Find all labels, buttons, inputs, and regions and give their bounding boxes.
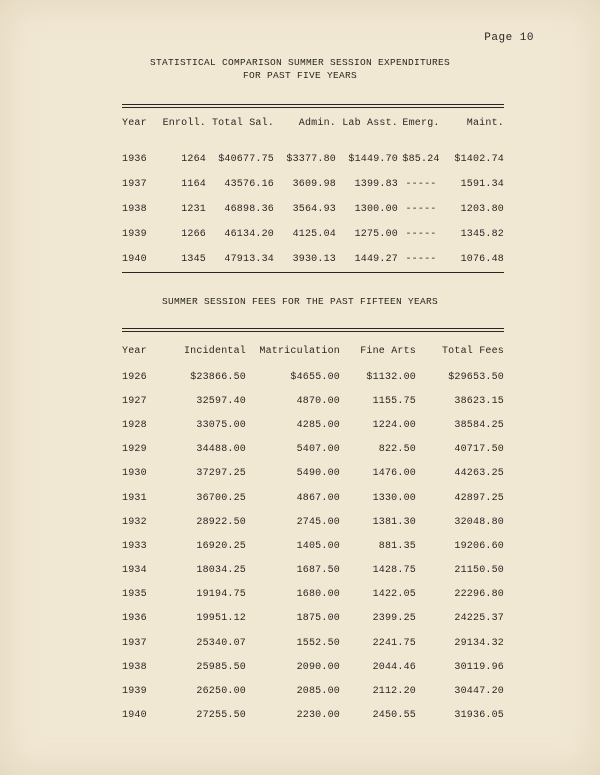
expenditures-top-rule bbox=[122, 104, 504, 105]
fees-cell: 33075.00 bbox=[196, 419, 246, 431]
expenditures-col-header: Emerg. bbox=[402, 117, 440, 129]
page-number: Page 10 bbox=[484, 32, 534, 44]
fees-cell: 1940 bbox=[122, 710, 147, 722]
title-line-2: FOR PAST FIVE YEARS bbox=[242, 70, 358, 81]
expenditures-cell: 1449.27 bbox=[354, 254, 398, 265]
fees-cell: 5490.00 bbox=[296, 468, 340, 480]
fees-cell: 1155.75 bbox=[372, 395, 416, 407]
fees-row bbox=[122, 438, 504, 462]
fees-cell: 21150.50 bbox=[454, 565, 504, 577]
fees-cell: 1381.30 bbox=[372, 516, 416, 528]
expenditures-cell: 1203.80 bbox=[460, 204, 504, 215]
fees-cell: 2241.75 bbox=[372, 637, 416, 649]
fees-cell: 1938 bbox=[122, 661, 147, 673]
fees-cell: 2230.00 bbox=[296, 710, 340, 722]
document-title bbox=[0, 56, 600, 82]
fees-row bbox=[122, 462, 504, 486]
expenditures-cell: 1936 bbox=[122, 154, 147, 165]
expenditures-cell: 3564.93 bbox=[292, 204, 336, 215]
expenditures-col-header: Enroll. bbox=[162, 117, 206, 129]
fees-cell: 38623.15 bbox=[454, 395, 504, 407]
expenditures-cell: $1449.70 bbox=[348, 154, 398, 165]
fees-cell: 18034.25 bbox=[196, 565, 246, 577]
fees-cell: $1132.00 bbox=[366, 371, 416, 383]
fees-cell: 25985.50 bbox=[196, 661, 246, 673]
fees-cell: 27255.50 bbox=[196, 710, 246, 722]
fees-cell: 19951.12 bbox=[196, 613, 246, 625]
fees-cell: 2450.55 bbox=[372, 710, 416, 722]
fees-col-header: Year bbox=[122, 345, 147, 357]
fees-cell: 1476.00 bbox=[372, 468, 416, 480]
fees-cell: 36700.25 bbox=[196, 492, 246, 504]
fees-cell: 19206.60 bbox=[454, 540, 504, 552]
fees-cell: 26250.00 bbox=[196, 686, 246, 698]
fees-cell: 822.50 bbox=[378, 444, 416, 456]
expenditures-row bbox=[122, 222, 504, 247]
fees-cell: 4285.00 bbox=[296, 419, 340, 431]
expenditures-cell: 1264 bbox=[181, 154, 206, 165]
expenditures-cell: 43576.16 bbox=[224, 179, 274, 190]
fees-row bbox=[122, 559, 504, 583]
expenditures-cell: 1300.00 bbox=[354, 204, 398, 215]
expenditures-table bbox=[122, 113, 504, 272]
expenditures-row bbox=[122, 172, 504, 197]
expenditures-cell: 46898.36 bbox=[224, 204, 274, 215]
fees-cell: $29653.50 bbox=[448, 371, 504, 383]
fees-cell: 5407.00 bbox=[296, 444, 340, 456]
fees-cell: 16920.25 bbox=[196, 540, 246, 552]
fees-cell: 28922.50 bbox=[196, 516, 246, 528]
fees-cell: 25340.07 bbox=[196, 637, 246, 649]
fees-cell: 4870.00 bbox=[296, 395, 340, 407]
expenditures-cell: 1939 bbox=[122, 229, 147, 240]
fees-cell: 1937 bbox=[122, 637, 147, 649]
fees-cell: 2044.46 bbox=[372, 661, 416, 673]
fees-cell: 1680.00 bbox=[296, 589, 340, 601]
expenditures-cell: 46134.20 bbox=[224, 229, 274, 240]
expenditures-cell: 1164 bbox=[181, 179, 206, 190]
fees-cell: 1931 bbox=[122, 492, 147, 504]
fees-row bbox=[122, 679, 504, 703]
expenditures-cell: 1345 bbox=[181, 254, 206, 265]
fees-cell: 1927 bbox=[122, 395, 147, 407]
fees-cell: 4867.00 bbox=[296, 492, 340, 504]
fees-cell: 2399.25 bbox=[372, 613, 416, 625]
expenditures-bottom-rule bbox=[122, 272, 504, 273]
fees-col-header: Incidental bbox=[183, 345, 246, 357]
fees-col-header: Matriculation bbox=[259, 345, 340, 357]
fees-cell: 1935 bbox=[122, 589, 147, 601]
expenditures-header-row bbox=[122, 113, 504, 133]
fees-cell: 1936 bbox=[122, 613, 147, 625]
fees-cell: 42897.25 bbox=[454, 492, 504, 504]
fees-cell: 24225.37 bbox=[454, 613, 504, 625]
fees-cell: 19194.75 bbox=[196, 589, 246, 601]
expenditures-cell: 47913.34 bbox=[224, 254, 274, 265]
fees-cell: 1405.00 bbox=[296, 540, 340, 552]
expenditures-cell: ----- bbox=[405, 179, 437, 190]
expenditures-cell: $1402.74 bbox=[454, 154, 504, 165]
fees-cell: 2745.00 bbox=[296, 516, 340, 528]
expenditures-row bbox=[122, 147, 504, 172]
expenditures-cell: 1938 bbox=[122, 204, 147, 215]
expenditures-cell: $40677.75 bbox=[218, 154, 274, 165]
fees-cell: 31936.05 bbox=[454, 710, 504, 722]
expenditures-col-header: Year bbox=[122, 117, 147, 129]
fees-cell: 37297.25 bbox=[196, 468, 246, 480]
expenditures-cell: ----- bbox=[405, 229, 437, 240]
fees-cell: 1330.00 bbox=[372, 492, 416, 504]
expenditures-cell: 4125.04 bbox=[292, 229, 336, 240]
fees-cell: 1939 bbox=[122, 686, 147, 698]
expenditures-row bbox=[122, 247, 504, 272]
fees-col-header: Total Fees bbox=[441, 345, 504, 357]
expenditures-cell: 1937 bbox=[122, 179, 147, 190]
fees-cell: 38584.25 bbox=[454, 419, 504, 431]
fees-row bbox=[122, 583, 504, 607]
fees-table bbox=[122, 337, 504, 728]
fees-header-row bbox=[122, 337, 504, 365]
fees-cell: 2090.00 bbox=[296, 661, 340, 673]
expenditures-cell: 1231 bbox=[181, 204, 206, 215]
fees-cell: 1934 bbox=[122, 565, 147, 577]
fees-cell: 30447.20 bbox=[454, 686, 504, 698]
fees-cell: 32597.40 bbox=[196, 395, 246, 407]
fees-row bbox=[122, 655, 504, 679]
expenditures-cell: 3609.98 bbox=[292, 179, 336, 190]
expenditures-cell: 1940 bbox=[122, 254, 147, 265]
expenditures-cell: $85.24 bbox=[402, 154, 440, 165]
expenditures-col-header: Lab Asst. bbox=[342, 117, 398, 129]
fees-cell: 1926 bbox=[122, 371, 147, 383]
expenditures-cell: 1275.00 bbox=[354, 229, 398, 240]
fees-row bbox=[122, 704, 504, 728]
expenditures-cell: $3377.80 bbox=[286, 154, 336, 165]
fees-cell: 30119.96 bbox=[454, 661, 504, 673]
expenditures-cell: 1076.48 bbox=[460, 254, 504, 265]
title-line-1: STATISTICAL COMPARISON SUMMER SESSION EXPENDITURES bbox=[149, 57, 451, 68]
fees-row bbox=[122, 486, 504, 510]
expenditures-row bbox=[122, 197, 504, 222]
fees-row bbox=[122, 365, 504, 389]
expenditures-col-header: Total Sal. bbox=[211, 117, 274, 129]
fees-cell: 1929 bbox=[122, 444, 147, 456]
fees-cell: 1428.75 bbox=[372, 565, 416, 577]
fees-row bbox=[122, 510, 504, 534]
fees-cell: $23866.50 bbox=[190, 371, 246, 383]
expenditures-col-header: Maint. bbox=[466, 117, 504, 129]
expenditures-col-header: Admin. bbox=[298, 117, 336, 129]
fees-cell: 1928 bbox=[122, 419, 147, 431]
fees-row bbox=[122, 389, 504, 413]
fees-title: SUMMER SESSION FEES FOR THE PAST FIFTEEN YEARS bbox=[161, 296, 439, 307]
fees-cell: 1930 bbox=[122, 468, 147, 480]
fees-cell: 1422.05 bbox=[372, 589, 416, 601]
expenditures-cell: 1591.34 bbox=[460, 179, 504, 190]
fees-cell: 29134.32 bbox=[454, 637, 504, 649]
fees-cell: 2085.00 bbox=[296, 686, 340, 698]
expenditures-cell: 3930.13 bbox=[292, 254, 336, 265]
fees-cell: 2112.20 bbox=[372, 686, 416, 698]
fees-row bbox=[122, 607, 504, 631]
fees-cell: 1224.00 bbox=[372, 419, 416, 431]
fees-cell: 1933 bbox=[122, 540, 147, 552]
fees-cell: 1687.50 bbox=[296, 565, 340, 577]
fees-cell: 32048.80 bbox=[454, 516, 504, 528]
fees-row bbox=[122, 631, 504, 655]
fees-cell: 1932 bbox=[122, 516, 147, 528]
fees-col-header: Fine Arts bbox=[360, 345, 416, 357]
fees-cell: 881.35 bbox=[378, 540, 416, 552]
expenditures-cell: 1345.82 bbox=[460, 229, 504, 240]
fees-cell: 22296.80 bbox=[454, 589, 504, 601]
fees-row bbox=[122, 413, 504, 437]
fees-cell: 34488.00 bbox=[196, 444, 246, 456]
expenditures-cell: ----- bbox=[405, 204, 437, 215]
fees-cell: 44263.25 bbox=[454, 468, 504, 480]
expenditures-cell: ----- bbox=[405, 254, 437, 265]
fees-cell: 1875.00 bbox=[296, 613, 340, 625]
fees-cell: $4655.00 bbox=[290, 371, 340, 383]
expenditures-cell: 1399.83 bbox=[354, 179, 398, 190]
fees-row bbox=[122, 534, 504, 558]
fees-top-rule bbox=[122, 328, 504, 329]
fees-cell: 1552.50 bbox=[296, 637, 340, 649]
expenditures-cell: 1266 bbox=[181, 229, 206, 240]
fees-cell: 40717.50 bbox=[454, 444, 504, 456]
